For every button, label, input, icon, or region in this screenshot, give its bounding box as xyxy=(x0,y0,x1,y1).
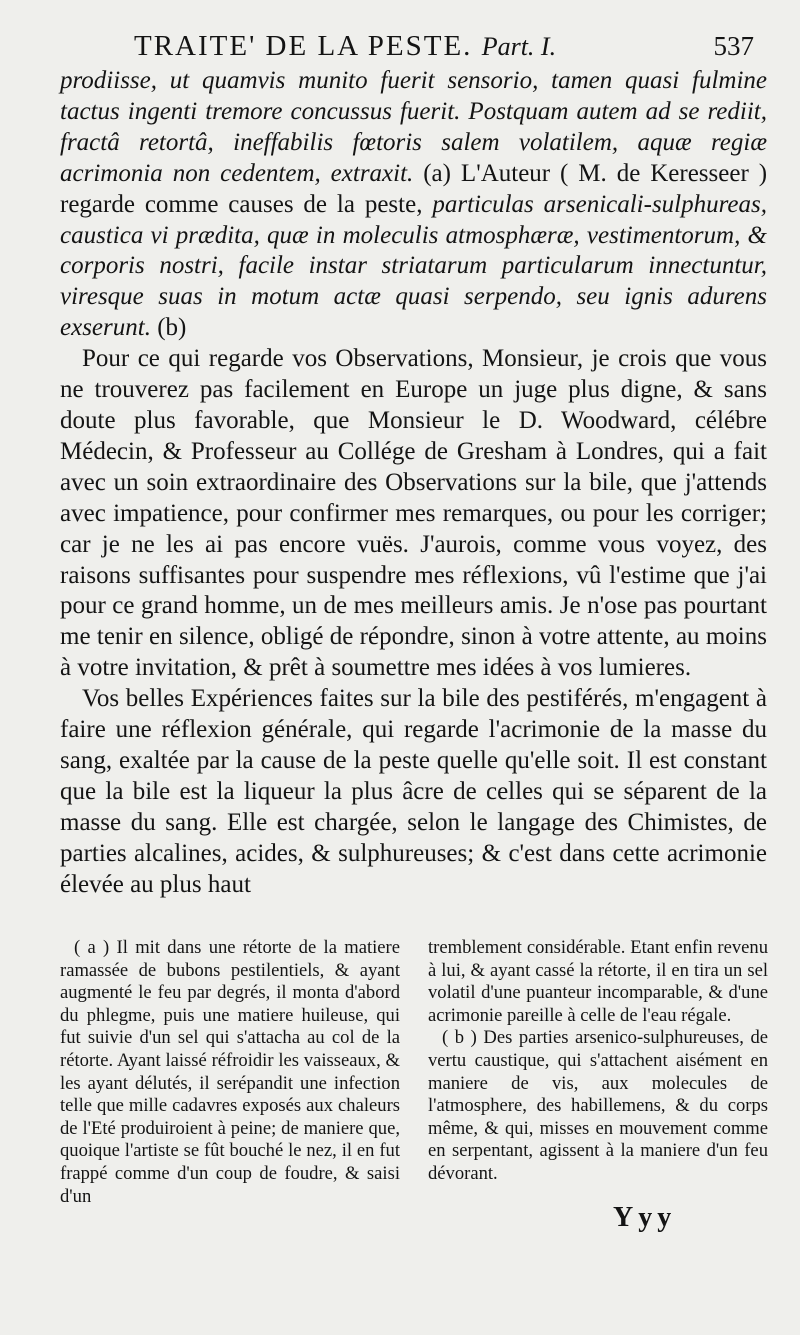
paragraph-2: Pour ce qui regarde vos Observations, Monsieur, je crois que vous ne trouverez pas facilement en Europe un juge plus digne, & sans doute plus favorable, que Monsieur le D. Woodward, célébre Médecin, & Professeur au Collége de Gresham à Londres, qui a fait avec un soin extraordinaire des Observations sur la bile, que j'attends avec impatience, pour confirmer mes remarques, ou pour les corriger; car je ne les ai pas encore vuës. J'aurois, comme vous voyez, des raisons suffisantes pour suspendre mes réflexions, vû l'estime que j'ai pour ce grand homme, un de mes meilleurs amis. Je n'ose pas pourtant me tenir en silence, obligé de répondre, sinon à votre attente, au moins à votre invitation, & prêt à soumettre mes idées à vos lumieres. xyxy=(60,345,767,682)
page-number: 537 xyxy=(713,31,754,61)
footnote-column-left xyxy=(60,937,400,1208)
footnote-b: ( b ) Des parties arsenico-sulphureuses, de vertu caustique, qui s'attachent aisément en maniere de vis, aux molecules de l'atmosphere, des habillemens, & du corps même, & qui, misses en mouvement comme en serpentant, agissent à la maniere d'un feu dévorant. xyxy=(428,1027,768,1184)
paragraph-1 xyxy=(60,66,767,344)
paragraph-3: Vos belles Expériences faites sur la bile des pestiférés, m'engagent à faire une réflexion générale, qui regarde l'acrimonie de la masse du sang, exaltée par la cause de la peste quelle qu'elle soit. Il est constant que la bile est la liqueur la plus âcre de celles qui se séparent de la masse du sang. Elle est chargée, selon le langage des Chimistes, de parties alcalines, acides, & sulphureuses; & c'est dans cette acrimonie élevée au plus haut xyxy=(60,685,767,898)
footnote-a: ( a ) Il mit dans une rétorte de la matiere ramassée de bubons pestilentiels, & ayant augmenté le feu par degrés, il monta d'abord du phlegme, puis une matiere huileuse, qui fut suivie d'un sel qui s'attacha au col de la rétorte. Ayant laissé réfroidir les vaisseaux, & les ayant délutés, il serépandit une infection telle que mille cadavres exposés aux chaleurs de l'Eté produiroient à peine; de maniere que, quoique l'artiste se fût bouché le nez, il en fut frappé comme d'un coup de foudre, & saisi d'un xyxy=(60,937,400,1207)
paragraph-1-french: L'Auteur ( M. de Keresseer ) regarde comme causes de la peste, xyxy=(60,159,768,218)
footnote-column-right xyxy=(428,937,768,1208)
running-header xyxy=(60,30,760,64)
part-label: Part. I. xyxy=(481,32,557,61)
footnotes xyxy=(60,937,768,1208)
latin-quote-2: particulas arsenicali-sulphureas, caustica vi prædita, quæ in moleculis atmosphæræ, vestimentorum, & corporis nostri, facile instar striatarum particularum innectuntur, viresque suas in motum actæ quasi serpendo, seu ignis adurens exserunt. xyxy=(60,190,768,342)
footnote-a-continued: tremblement considérable. Etant enfin revenu à lui, & ayant cassé la rétorte, il en tira un sel volatil d'une puanteur incomparable, & d'une acrimonie pareille à celle de l'eau régale. xyxy=(428,937,768,1026)
running-title-text: TRAITE' DE LA PESTE. xyxy=(134,30,473,62)
footnote-ref-b: (b) xyxy=(157,314,187,342)
signature-mark: Yyy xyxy=(613,1202,677,1233)
running-title xyxy=(134,30,556,63)
latin-quote-1: prodiisse, ut quamvis munito fuerit sensorio, tamen quasi fulmine tactus ingenti tremore concussus fuerit. Postquam autem ad se rediit, fractâ retortâ, ineffabilis fœtoris salem volatilem, aquæ regiæ acrimonia non cedentem, extraxit. xyxy=(60,67,767,187)
footnote-ref-a: (a) xyxy=(423,159,451,187)
main-text xyxy=(60,66,767,900)
